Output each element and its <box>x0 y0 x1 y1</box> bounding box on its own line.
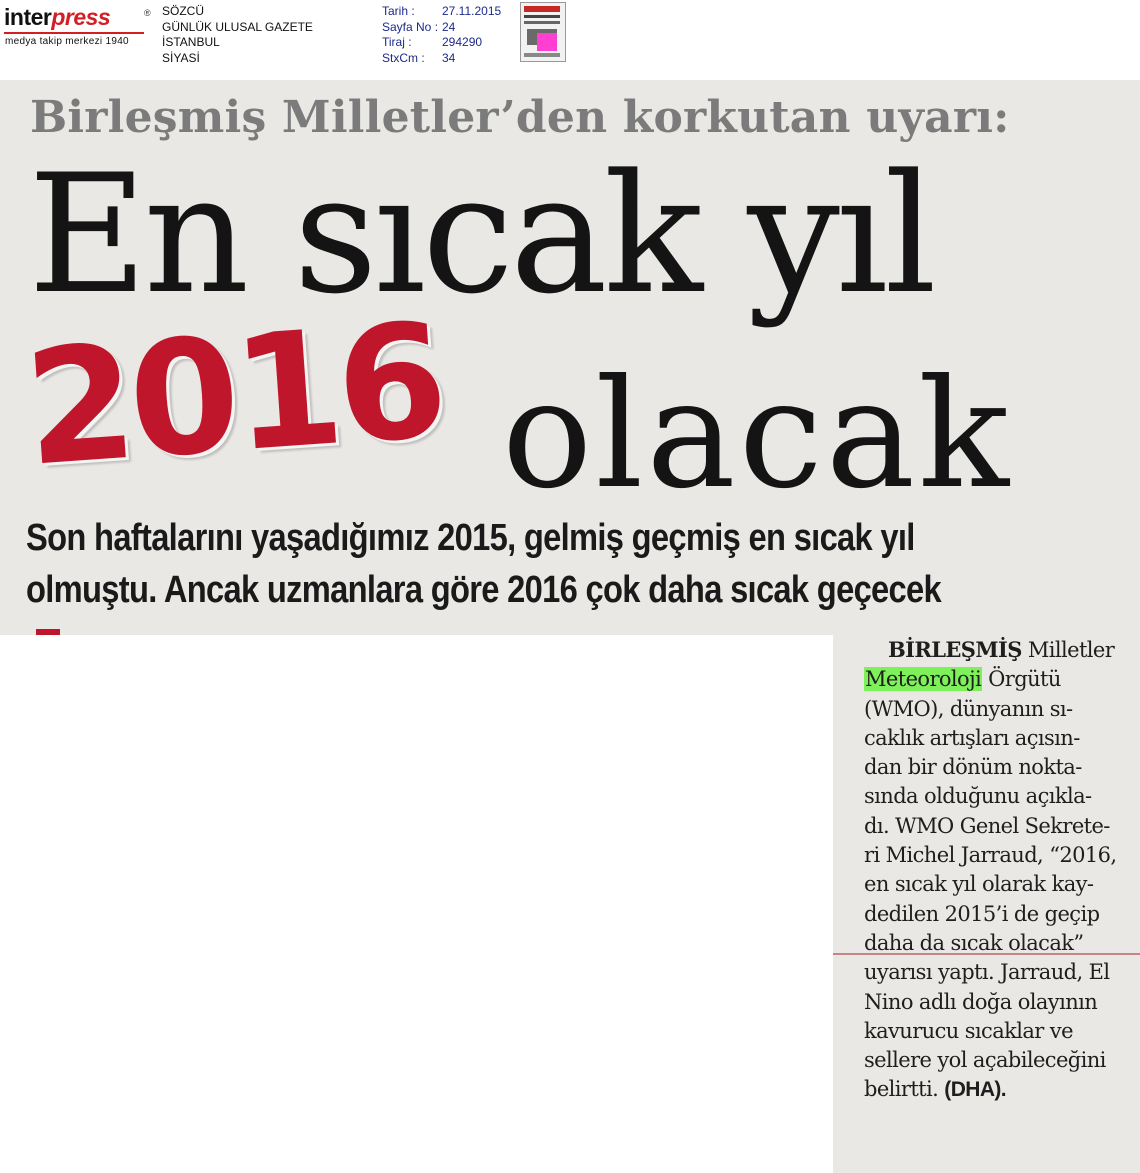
logo-underline <box>4 32 144 34</box>
body-line <box>864 1075 1134 1104</box>
body-line: (WMO), dünyanın sı- <box>864 696 1073 721</box>
area-label: StxCm : <box>382 50 425 65</box>
publication-info <box>162 4 313 66</box>
page-thumbnail[interactable] <box>520 2 566 62</box>
logo-tagline: medya takip merkezi 1940 <box>5 36 129 47</box>
news-agency-credit: (DHA). <box>944 1078 1007 1102</box>
thumb-clip-marker <box>537 33 557 51</box>
body-line: caklık artışları açısın- <box>864 725 1080 750</box>
body-lead-word: BİRLEŞMİŞ <box>888 637 1022 662</box>
thumb-masthead <box>524 6 560 12</box>
article-clipping <box>0 80 1140 1173</box>
body-line: sellere yol açabileceğini <box>864 1048 1106 1073</box>
body-text: Örgütü <box>982 667 1061 692</box>
page-label: Sayfa No : <box>382 19 439 34</box>
body-line: en sıcak yıl olarak kay- <box>864 872 1094 897</box>
body-text: Milletler <box>1021 638 1115 662</box>
body-line: Nino adlı doğa olayının <box>864 989 1098 1014</box>
body-line: dı. WMO Genel Sekrete- <box>864 813 1110 838</box>
search-highlight: Meteoroloji <box>865 667 982 692</box>
publication-city: İSTANBUL <box>162 35 220 49</box>
headline-year: 2016 <box>19 289 448 502</box>
body-line: sında olduğunu açıkla- <box>864 784 1092 809</box>
publication-type: GÜNLÜK ULUSAL GAZETE <box>162 19 313 34</box>
body-line: kavurucu sıcaklar ve <box>864 1018 1073 1043</box>
body-text: belirtti. <box>864 1077 945 1102</box>
registered-mark: ® <box>144 8 151 18</box>
publication-name: SÖZCÜ <box>162 4 204 18</box>
date-value: 27.11.2015 <box>442 4 502 18</box>
body-line <box>864 665 1134 694</box>
circulation-value: 294290 <box>442 35 483 49</box>
logo-word-inter: inter <box>4 4 52 30</box>
logo-wordmark <box>4 4 110 30</box>
interpress-logo <box>4 4 154 50</box>
area-value: 34 <box>442 50 456 65</box>
page-value: 24 <box>442 19 456 34</box>
meta-values <box>442 4 501 66</box>
body-line: ri Michel Jarraud, “2016, <box>864 843 1117 868</box>
thumb-line <box>524 21 560 24</box>
thumb-line <box>524 53 560 57</box>
subhead-line: Son haftalarını yaşadığımız 2015, gelmiş geçmiş en sıcak yıl <box>26 517 915 559</box>
date-label: Tarih : <box>382 4 415 18</box>
circulation-label: Tiraj : <box>382 35 412 49</box>
subhead-line: olmuştu. Ancak uzmanlara göre 2016 çok daha sıcak geçecek <box>26 569 941 611</box>
publication-section: SİYASİ <box>162 50 200 65</box>
blank-masked-area <box>0 635 833 1173</box>
body-line <box>864 635 1134 665</box>
clipping-header <box>0 0 1140 80</box>
article-subhead <box>26 512 975 616</box>
meta-labels <box>382 4 438 66</box>
body-line: dan bir dönüm nokta- <box>864 755 1082 780</box>
article-body <box>864 635 1134 1105</box>
thumb-line <box>524 15 560 18</box>
logo-word-press: press <box>51 4 111 30</box>
article-overline: Birleşmiş Milletler’den korkutan uyarı: <box>30 92 1010 143</box>
body-line: daha da sıcak olacak” <box>864 930 1084 955</box>
body-line: dedilen 2015’i de geçip <box>864 901 1100 926</box>
headline-line-1: En sıcak yıl <box>28 139 933 330</box>
body-line: uyarısı yaptı. Jarraud, El <box>864 960 1110 985</box>
headline-line-2: olacak <box>502 348 1013 522</box>
